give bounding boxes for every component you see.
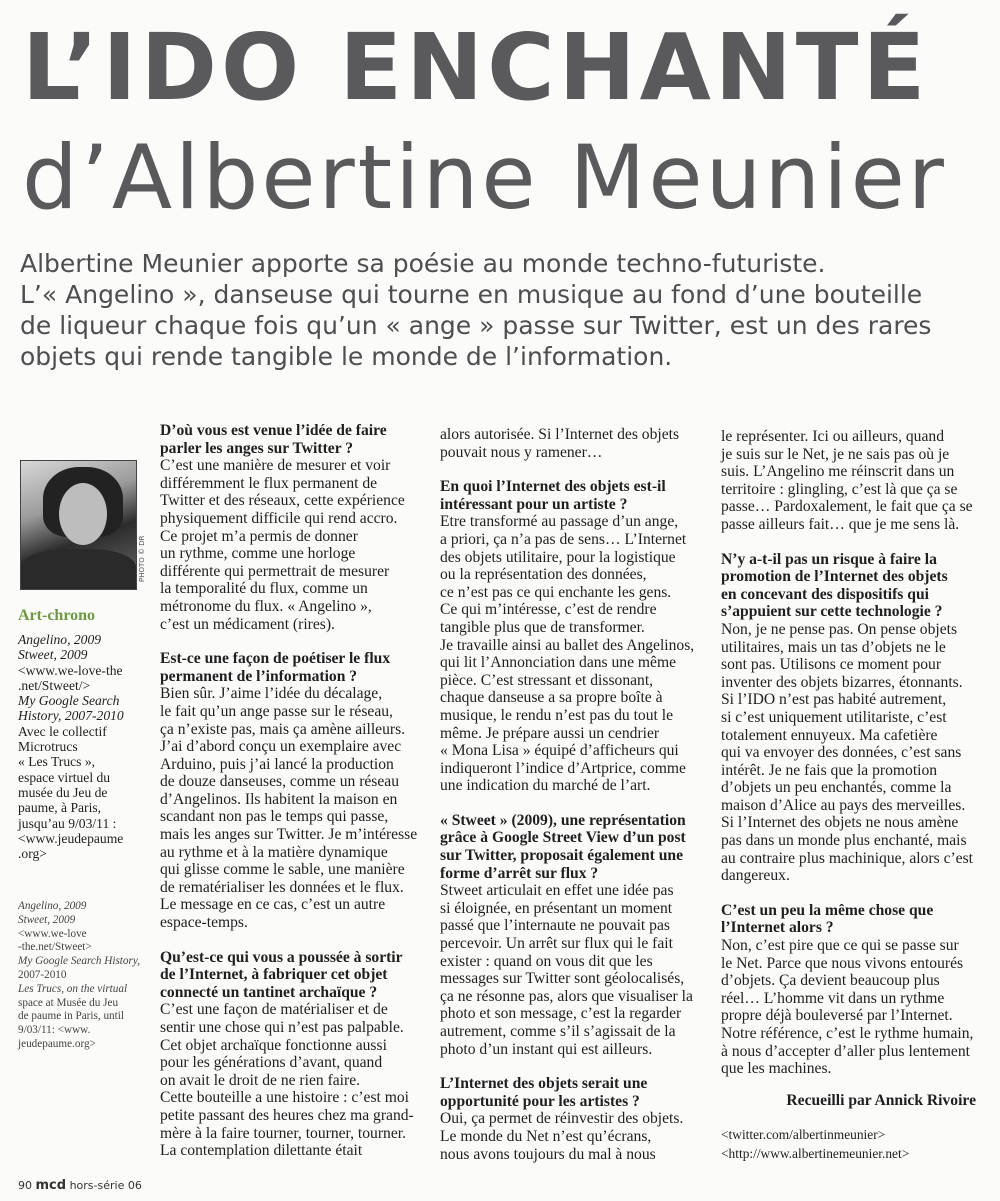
text-line: photo d’un instant qui est ailleurs. — [440, 1040, 653, 1058]
text-line: « Stweet » (2009), une représentation — [440, 811, 686, 829]
text-line: territoire : glingling, c’est là que ça se — [721, 480, 958, 498]
text-line: scandant non pas le temps qui passe, — [160, 808, 389, 826]
text-line: mais les anges sur Twitter. Je m’intéresse — [160, 826, 418, 844]
text-line: Stweet articulait en effet une idée pas — [440, 882, 674, 900]
answer — [160, 457, 417, 633]
text-line: <twitter.com/albertinmeunier> — [721, 1127, 886, 1143]
text-line: Notre référence, c’est le rythme humain, — [721, 1025, 974, 1042]
text-line: espace-temps. — [160, 914, 248, 932]
signature: Recueilli par Annick Rivoire — [786, 1091, 976, 1109]
text-line: Etre transformé au passage d’un ange, — [440, 513, 679, 531]
text-line: Le message en ce cas, c’est un autre — [160, 896, 386, 914]
text-line: réel… L’homme vit dans un rythme — [721, 989, 945, 1007]
text-line: passé que l’internaute ne pouvait pas — [440, 917, 670, 935]
intro-line: de liqueur chaque fois qu’un « ange » passe sur Twitter, est un des rares — [20, 311, 932, 340]
text-line: Les Trucs, on the virtual — [18, 982, 128, 995]
text-line: exister : quand on vous dit que les — [440, 952, 653, 970]
text-line: même. Je prépare aussi un cendrier — [440, 724, 660, 742]
question — [160, 949, 417, 1002]
text-line: chaque danseuse a sa propre boîte à — [440, 689, 663, 707]
text-line: <www.we-love-the — [18, 662, 123, 678]
text-line: musée du Jeu de — [18, 784, 108, 800]
text-line: maison d’Alice au pays des merveilles. — [721, 796, 966, 814]
text-line: Angelino, 2009 — [18, 900, 87, 912]
text-line: en concevant des dispositifs qui — [721, 585, 929, 603]
photo-credit: PHOTO © DR — [138, 535, 146, 582]
text-line: des objets utilitaire, pour la logistique — [440, 548, 676, 566]
text-line: C’est un peu la même chose que — [721, 901, 934, 919]
text-line: petite passant des heures chez ma grand- — [160, 1106, 414, 1124]
text-line: .net/Stweet/> — [18, 677, 91, 693]
question — [440, 478, 694, 513]
text-line: au contraire plus machinique, alors c’est — [721, 849, 974, 867]
text-line: Avec le collectif — [18, 723, 107, 739]
text-line: Ce qui m’intéresse, c’est de rendre — [440, 601, 657, 619]
text-line: d’objets. Ça devient beaucoup plus — [721, 972, 940, 990]
text-line: qui glisse comme le sable, une manière — [160, 861, 405, 879]
text-line: En quoi l’Internet des objets est-il — [440, 478, 666, 496]
text-line: Bien sûr. J’aime l’idée du décalage, — [160, 685, 383, 703]
text-line: -the.net/Stweet> — [18, 941, 92, 954]
text-line: messages sur Twitter sont géolocalisés, — [440, 970, 685, 988]
text-line: Stweet, 2009 — [18, 647, 88, 663]
text-line: grâce à Google Street View d’un post — [440, 829, 686, 847]
text-line: L’Internet des objets serait une — [440, 1075, 648, 1093]
text-line: Microtrucs — [18, 739, 78, 755]
text-line: musique, le rendu n’est pas du tout le — [440, 706, 673, 724]
text-line: physiquement difficile qui rend accro. — [160, 509, 398, 527]
text-line: mère à la faire tourner, tourner, tourner. — [160, 1124, 406, 1142]
text-line: nous avons toujours du mal à nous — [440, 1145, 656, 1163]
text-line: différemment le flux permanent de — [160, 474, 378, 492]
text-line: a priori, ça n’a pas de sens… L’Internet — [440, 530, 687, 548]
text-line: Si l’IDO n’est pas habité autrement, — [721, 691, 947, 709]
text-line: promotion de l’Internet des objets — [721, 568, 948, 586]
text-line: suis. L’Angelino me réinscrit dans un — [721, 463, 955, 481]
text-line: de douze danseuses, comme un réseau — [160, 773, 400, 791]
text-line: le représenter. Ici ou ailleurs, quand — [721, 428, 944, 445]
text-line: percevoir. Un arrêt sur flux qui le fait — [440, 935, 673, 953]
text-line: « Les Trucs », — [18, 754, 96, 770]
text-line: sont pas. Utilisons ce moment pour — [721, 656, 942, 674]
intro-line: objets qui rende tangible le monde de l’information. — [20, 342, 673, 371]
text-line: forme d’arrêt sur flux ? — [440, 864, 599, 882]
text-line: 2007-2010 — [18, 968, 67, 981]
text-line: l’Internet alors ? — [721, 919, 834, 937]
text-line: La contemplation dilettante était — [160, 1142, 363, 1160]
text-line: parler les anges sur Twitter ? — [160, 439, 354, 457]
text-line: métronome du flux. « Angelino », — [160, 597, 372, 615]
question — [160, 650, 417, 685]
text-line: intéressant pour un artiste ? — [440, 495, 628, 513]
column-2 — [440, 426, 694, 1163]
text-line: <www.we-love — [18, 927, 87, 940]
text-line: le Net. Parce que nous vivons entourés — [721, 954, 964, 972]
text-line: inventer des objets bizarres, étonnants. — [721, 673, 963, 691]
sidebar-entries — [18, 632, 124, 861]
text-line: Le monde du Net n’est qu’écrans, — [440, 1127, 652, 1145]
text-line: 9/03/11: <www. — [18, 1024, 91, 1037]
text-line: de l’Internet, à fabriquer cet objet — [160, 966, 388, 984]
text-line: pas dans un monde plus enchanté, mais — [721, 832, 967, 850]
text-line: jusqu’au 9/03/11 : — [18, 815, 117, 831]
text-line: Est-ce une façon de poétiser le flux — [160, 650, 391, 668]
portrait-photo — [20, 460, 137, 590]
text-line: <http://www.albertinemeunier.net> — [721, 1146, 910, 1162]
text-line: Stweet, 2009 — [18, 913, 76, 926]
text-line: connecté un tantinet archaïque ? — [160, 983, 378, 1001]
text-line: de paume in Paris, until — [18, 1010, 124, 1023]
text-line: Oui, ça permet de réinvestir des objets. — [440, 1110, 684, 1128]
intro-paragraph — [20, 248, 990, 372]
answer — [721, 428, 976, 534]
text-line: Non, c’est pire que ce qui se passe sur — [721, 937, 959, 955]
text-line: opportunité pour les artistes ? — [440, 1092, 640, 1110]
text-line: un rythme, comme une horloge — [160, 545, 356, 563]
magazine-brand: mcd — [35, 1178, 67, 1193]
answer — [160, 1001, 417, 1159]
text-line: qui va envoyer des données, c’est sans — [721, 744, 962, 762]
sidebar-english — [18, 900, 140, 1052]
text-line: la temporalité du flux, comme un — [160, 580, 368, 598]
text-line: .org> — [18, 846, 47, 862]
text-line: je suis sur le Net, je ne sais pas où je — [721, 445, 950, 463]
answer — [440, 1110, 694, 1163]
issue-label: hors-série 06 — [69, 1179, 142, 1192]
text-line: tangible plus que de transformer. — [440, 618, 645, 636]
text-line: s’appuient sur cette technologie ? — [721, 603, 943, 621]
text-line: autrement, comme s’il s’agissait de la — [440, 1023, 676, 1040]
text-line: d’objets un peu enchantés, comme la — [721, 779, 952, 797]
text-line: c’est un médicament (rires). — [160, 615, 335, 633]
answer — [440, 513, 694, 795]
text-line: Twitter et des réseaux, cette expérience — [160, 492, 405, 510]
text-line: permanent de l’information ? — [160, 667, 358, 685]
answer — [160, 685, 417, 931]
text-line: ça ne résonne pas, alors que visualiser la — [440, 987, 693, 1005]
text-line: J’ai d’abord conçu un exemplaire avec — [160, 738, 402, 756]
text-line: intérêt. Je ne fais que la promotion — [721, 761, 938, 779]
text-line: space at Musée du Jeu — [18, 996, 119, 1009]
text-line: une indication du marché de l’art. — [440, 777, 651, 795]
text-line: pouvait nous y ramener… — [440, 443, 603, 461]
text-line: pour les générations d’avant, quand — [160, 1054, 383, 1072]
text-line: Cette bouteille a une histoire : c’est moi — [160, 1089, 409, 1107]
article-title-line-1: L’IDO ENCHANTÉ — [22, 14, 930, 121]
text-line: History, 2007-2010 — [18, 708, 124, 724]
text-line: Si l’Internet des objets ne nous amène — [721, 814, 959, 832]
text-line: qui lit l’Annonciation dans une même — [440, 654, 677, 672]
answer — [440, 426, 694, 461]
text-line: ou la représentation des données, — [440, 566, 647, 584]
column-1 — [160, 422, 417, 1160]
text-line: propre déjà bouleversé par l’Internet. — [721, 1007, 953, 1025]
text-line: pièce. C’est stressant et dissonant, — [440, 671, 654, 689]
text-line: Arduino, puis j’ai lancé la production — [160, 755, 394, 773]
question — [721, 902, 976, 937]
links — [721, 1125, 976, 1163]
text-line: paume, à Paris, — [18, 800, 102, 816]
text-line: si éloignée, en présentant un moment — [440, 899, 673, 917]
text-line: sentir une chose qui n’est pas palpable. — [160, 1019, 404, 1036]
text-line: si c’est uniquement utilitariste, c’est — [721, 708, 947, 726]
text-line: Je travaille ainsi au ballet des Angelinos, — [440, 636, 695, 654]
intro-line: Albertine Meunier apporte sa poésie au monde techno-futuriste. — [20, 249, 826, 278]
answer — [721, 937, 976, 1078]
text-line: au rythme et à la matière dynamique — [160, 843, 388, 861]
text-line: passe ailleurs fait… que je me sens là. — [721, 515, 960, 533]
text-line: le fait qu’un ange passe sur le réseau, — [160, 702, 393, 720]
text-line: C’est une façon de matérialiser et de — [160, 1001, 388, 1019]
question — [721, 551, 976, 621]
text-line: sur Twitter, proposait également une — [440, 847, 684, 865]
text-line: alors autorisée. Si l’Internet des objets — [440, 426, 680, 443]
sidebar-heading: Art-chrono — [18, 607, 96, 624]
text-line: <www.jeudepaume — [18, 830, 124, 846]
text-line: passe… Pardoxalement, le fait que ça se — [721, 498, 973, 516]
question — [160, 422, 417, 457]
text-line: jeudepaume.org> — [18, 1037, 96, 1050]
text-line: à nous d’accepter d’aller plus lentement — [721, 1042, 970, 1060]
intro-line: L’« Angelino », danseuse qui tourne en musique au fond d’une bouteille — [20, 280, 923, 309]
text-line: photo et son message, c’est la regarder — [440, 1005, 682, 1023]
column-3 — [721, 428, 976, 1163]
article-title-line-2: d’Albertine Meunier — [22, 126, 947, 229]
answer — [440, 882, 694, 1058]
question — [440, 812, 694, 882]
text-line: Ce projet m’a permis de donner — [160, 527, 358, 545]
text-line: My Google Search History, — [18, 955, 141, 968]
text-line: dangereux. — [721, 867, 790, 885]
text-line: espace virtuel du — [18, 769, 111, 785]
text-line: Non, je ne pense pas. On pense objets — [721, 620, 958, 638]
text-line: indiqueront l’indice d’Artprice, comme — [440, 759, 686, 777]
text-line: « Mona Lisa » équipé d’afficheurs qui — [440, 742, 679, 760]
text-line: totalement ennuyeux. Ma cafetière — [721, 726, 938, 744]
answer — [721, 621, 976, 885]
text-line: ça n’existe pas, mais ça amène ailleurs. — [160, 720, 406, 738]
text-line: C’est une manière de mesurer et voir — [160, 457, 391, 475]
text-line: My Google Search — [18, 693, 120, 709]
text-line: différente qui permettrait de mesurer — [160, 562, 390, 580]
text-line: D’où vous est venue l’idée de faire — [160, 422, 387, 439]
page-footer — [18, 1178, 142, 1193]
text-line: Qu’est-ce qui vous a poussée à sortir — [160, 948, 403, 966]
text-line: N’y a-t-il pas un risque à faire la — [721, 550, 937, 568]
text-line: ce n’est pas ce qui enchante les gens. — [440, 583, 672, 601]
text-line: d’Angelinos. Ils habitent la maison en — [160, 790, 398, 808]
text-line: on avait le droit de ne rien faire. — [160, 1071, 361, 1089]
text-line: Cet objet archaïque fonctionne aussi — [160, 1036, 387, 1054]
question — [440, 1075, 694, 1110]
text-line: de rematérialiser les données et le flux. — [160, 878, 404, 896]
text-line: utilitaires, mais un tas d’objets ne le — [721, 638, 946, 656]
text-line: que les machines. — [721, 1060, 832, 1078]
text-line: Angelino, 2009 — [18, 632, 102, 647]
page-number: 90 — [18, 1179, 32, 1192]
